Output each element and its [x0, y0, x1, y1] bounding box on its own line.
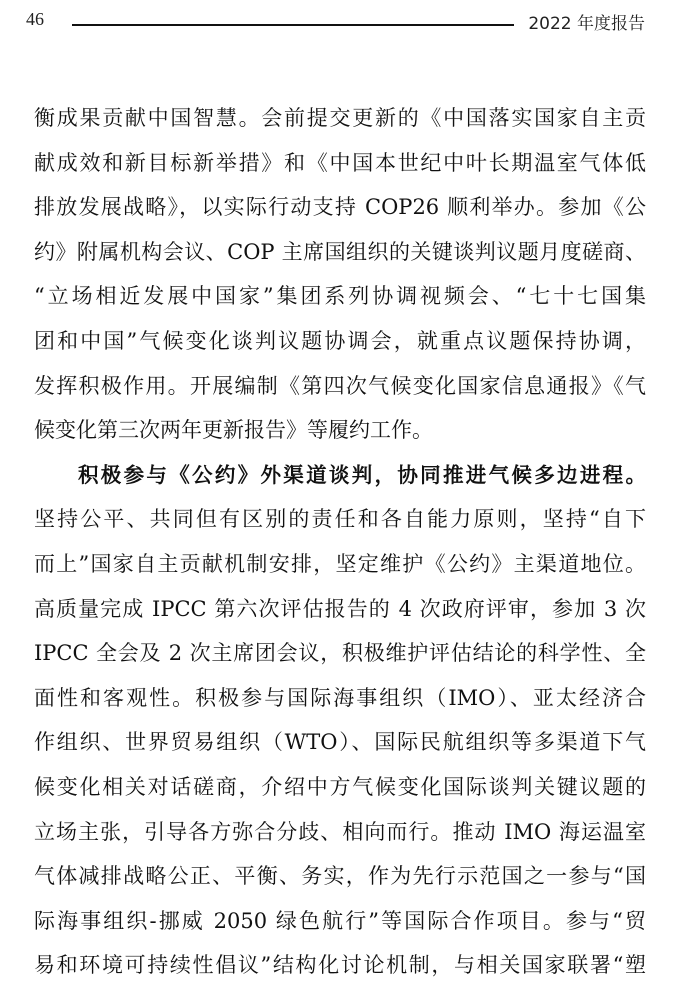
text-line: 献成效和新目标新举措》和《中国本世纪中叶长期温室气体低: [34, 150, 646, 175]
text-line: 衡成果贡献中国智慧。会前提交更新的《中国落实国家自主贡: [34, 106, 646, 130]
text-line: 候变化第三次两年更新报告》等履约工作。: [34, 418, 433, 443]
text-line: 团和中国”气候变化谈判议题协调会，就重点议题保持协调，: [34, 328, 646, 353]
page-number: 46: [26, 9, 44, 29]
text-line: 坚持公平、共同但有区别的责任和各自能力原则，坚持“自下: [34, 507, 646, 532]
text-line: 发挥积极作用。开展编制《第四次气候变化国家信息通报》《气: [34, 373, 646, 398]
text-line: “立场相近发展中国家”集团系列协调视频会、“七十七国集: [34, 284, 646, 309]
body-text: [34, 96, 646, 988]
text-line: 高质量完成 IPCC 第六次评估报告的 4 次政府评审，参加 3 次: [34, 596, 646, 621]
page-header: [0, 0, 675, 40]
text-line: IPCC 全会及 2 次主席团会议，积极维护评估结论的科学性、全: [34, 641, 646, 666]
text-line: 际海事组织-挪威 2050 绿色航行”等国际合作项目。参与“贸: [34, 908, 646, 933]
report-title: 2022 年度报告: [528, 14, 645, 34]
section-heading: 积极参与《公约》外渠道谈判，协同推进气候多边进程。: [78, 462, 646, 487]
text-line: 排放发展战略》，以实际行动支持 COP26 顺利举办。参加《公: [34, 195, 646, 220]
text-line: 立场主张，引导各方弥合分歧、相向而行。推动 IMO 海运温室: [34, 819, 646, 844]
text-line: 候变化相关对话磋商，介绍中方气候变化国际谈判关键议题的: [34, 774, 646, 799]
text-line: 气体减排战略公正、平衡、务实，作为先行示范国之一参与“国: [34, 864, 646, 889]
text-line: 易和环境可持续性倡议”结构化讨论机制，与相关国家联署“塑: [34, 953, 646, 978]
header-rule: [72, 24, 514, 26]
text-line: 面性和客观性。积极参与国际海事组织（IMO）、亚太经济合: [34, 685, 646, 710]
text-line: 作组织、世界贸易组织（WTO）、国际民航组织等多渠道下气: [34, 730, 646, 755]
text-line: 约》附属机构会议、COP 主席国组织的关键谈判议题月度磋商、: [34, 239, 646, 264]
text-line: 而上”国家自主贡献机制安排，坚定维护《公约》主渠道地位。: [34, 551, 646, 576]
